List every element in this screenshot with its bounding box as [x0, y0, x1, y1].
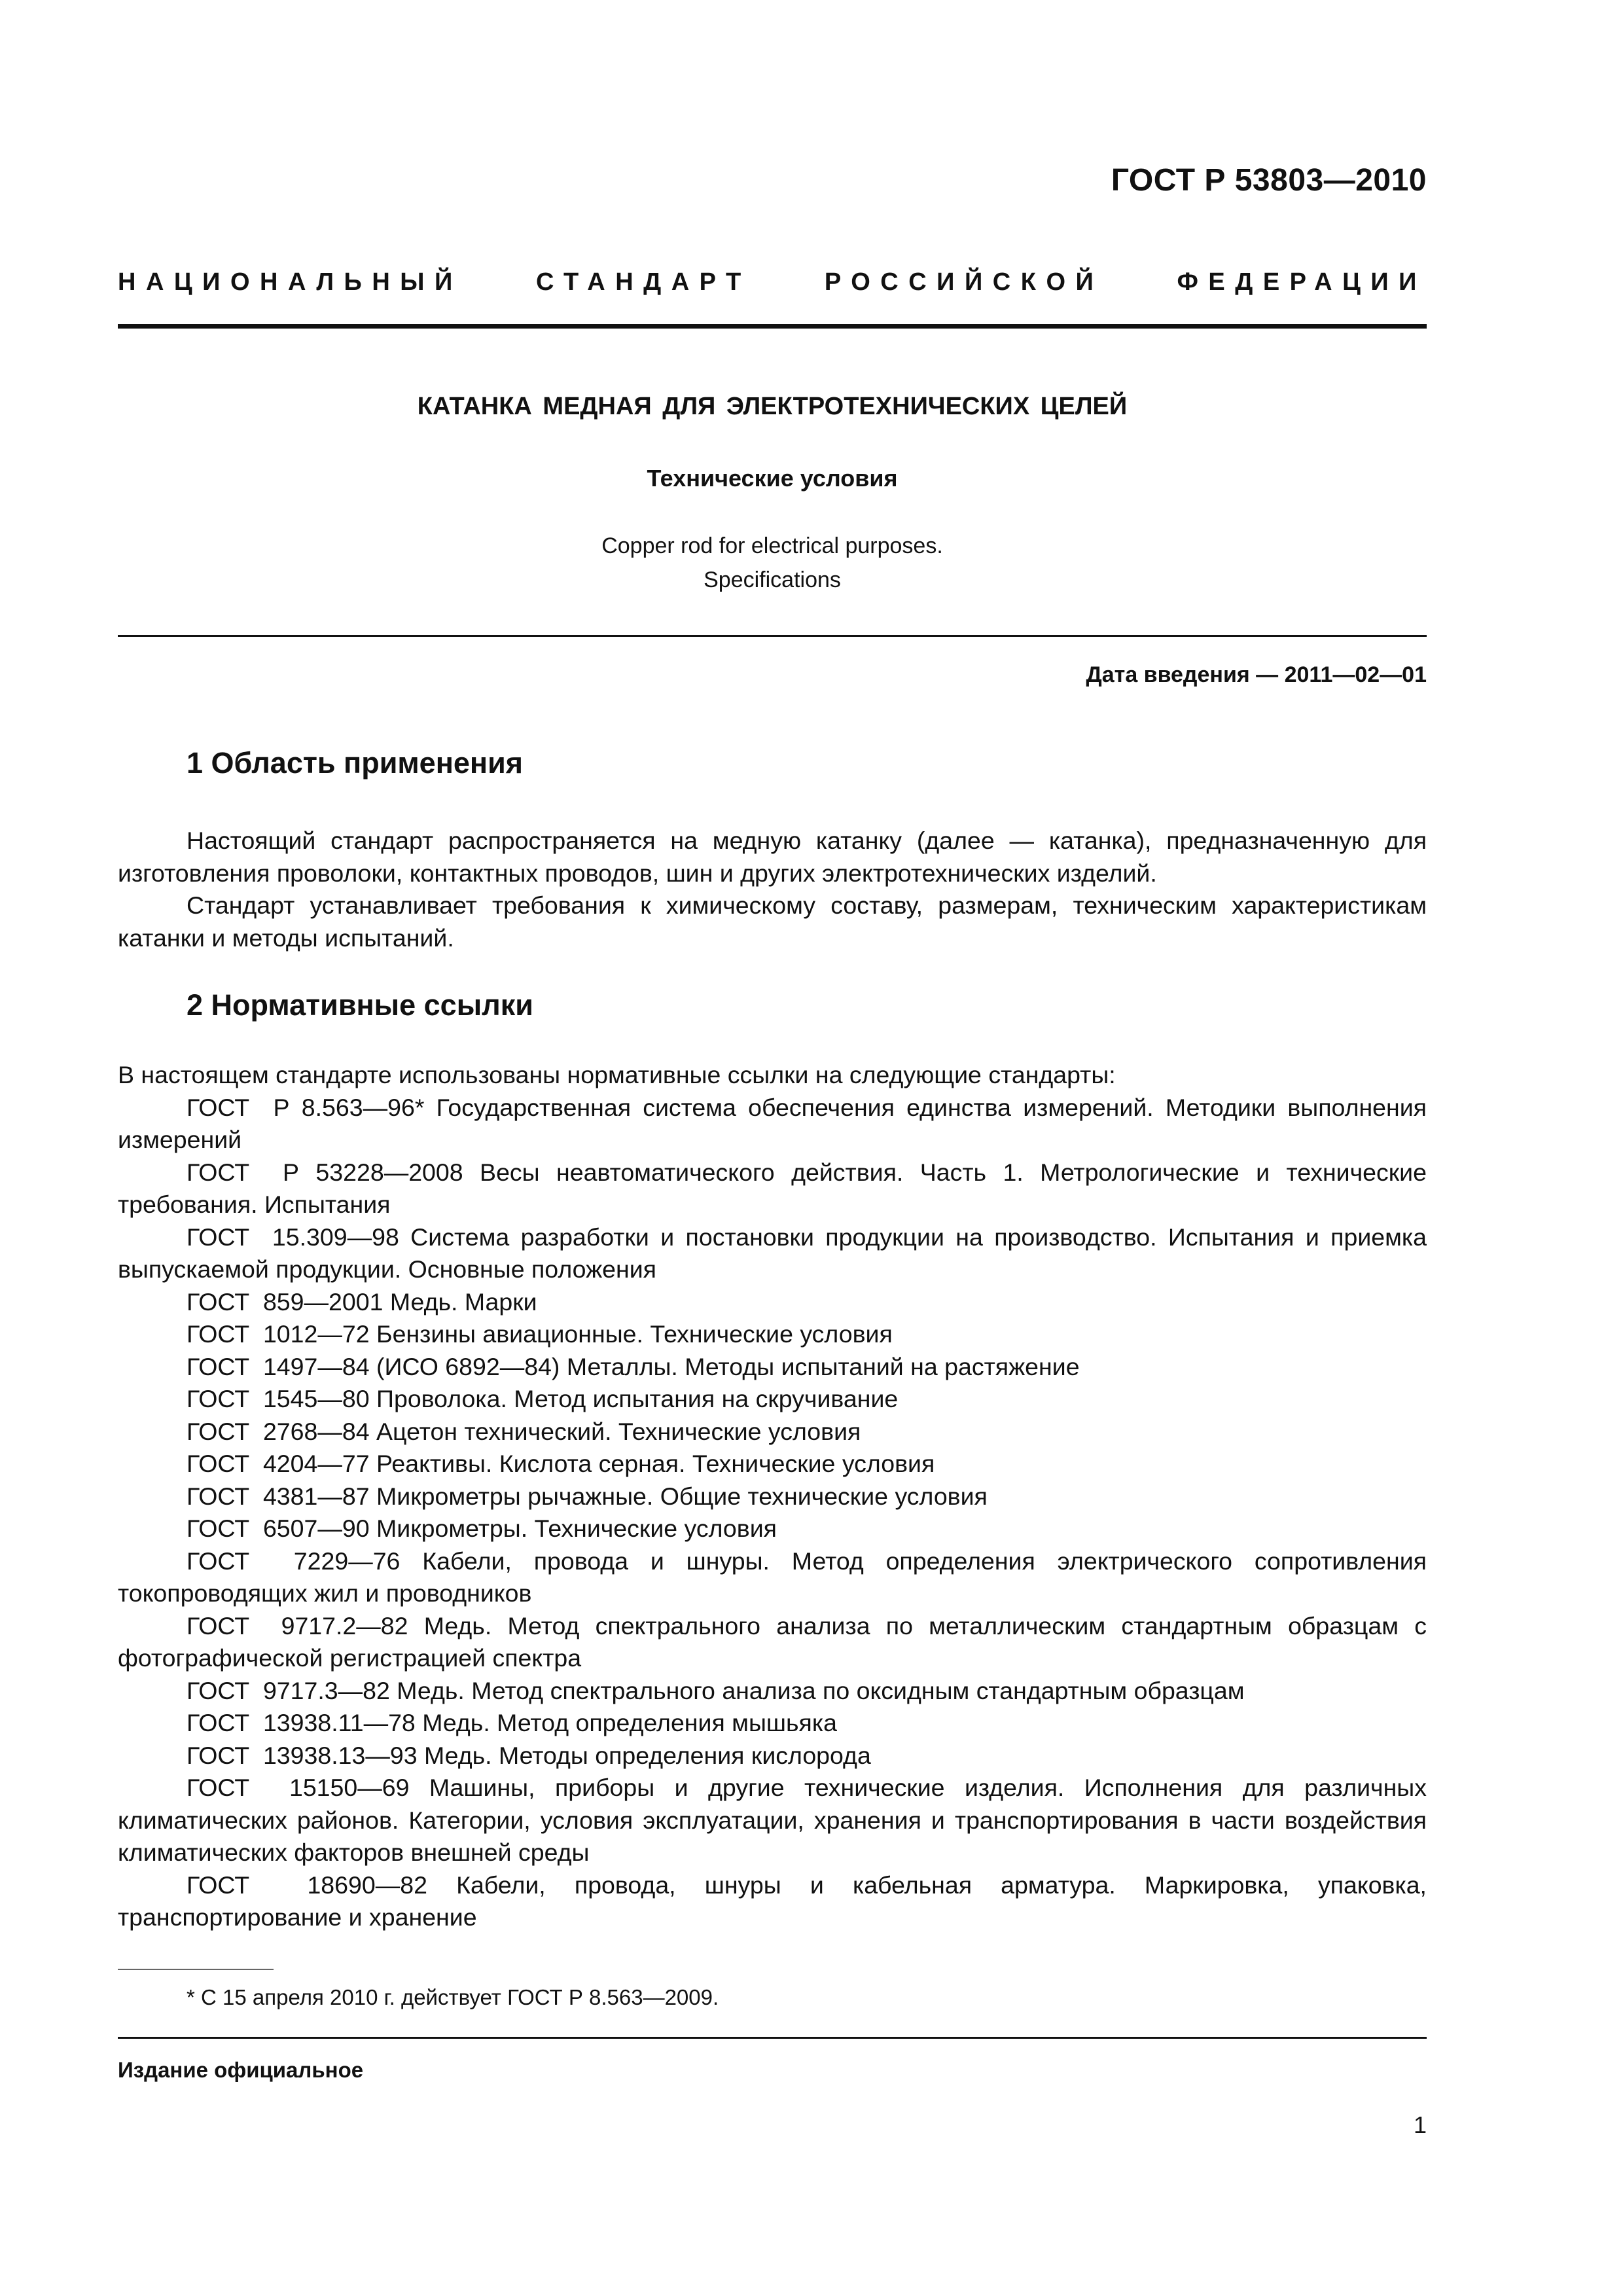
reference-code: ГОСТ 18690—82 [187, 1871, 427, 1899]
reference-title: Машины, приборы и другие технические изделия. Исполнения для различных климатических районов. Категории, условия эксплуатации, хранения и транспортирования в части воздействия климатических факторов внешней среды [118, 1774, 1427, 1866]
reference-item [118, 1416, 1427, 1448]
reference-item [118, 1545, 1427, 1610]
paragraph: Настоящий стандарт распространяется на медную катанку (далее — катанка), предназначенную для изготовления проволоки, контактных проводов, шин и других электротехнических изделий. [118, 827, 1427, 887]
reference-code: ГОСТ 9717.2—82 [187, 1611, 408, 1640]
reference-title: Медь. Метод спектрального анализа по оксидным стандартным образцам [389, 1676, 1245, 1704]
footnote: * С 15 апреля 2010 г. действует ГОСТ Р 8.563—2009. [187, 1985, 719, 2009]
reference-item [118, 1383, 1427, 1416]
reference-title: Реактивы. Кислота серная. Технические условия [369, 1450, 935, 1477]
reference-title: (ИСО 6892—84) Металлы. Методы испытаний на растяжение [369, 1352, 1080, 1380]
reference-title: Государственная система обеспечения единства измерений. Методики выполнения измерений [118, 1093, 1427, 1153]
title-divider [118, 635, 1427, 637]
reference-code: ГОСТ 7229—76 [187, 1547, 401, 1575]
reference-code: ГОСТ 1497—84 [187, 1352, 370, 1380]
section-references-body [118, 1059, 1427, 1934]
english-title [118, 529, 1427, 597]
reference-item [118, 1675, 1427, 1708]
reference-code: ГОСТ 15150—69 [187, 1774, 410, 1801]
reference-title: Микрометры. Технические условия [369, 1515, 777, 1542]
reference-item [118, 1448, 1427, 1480]
reference-item [118, 1221, 1427, 1286]
reference-item [118, 1157, 1427, 1221]
reference-code: ГОСТ 9717.3—82 [187, 1676, 390, 1704]
reference-code: ГОСТ 6507—90 [187, 1515, 370, 1542]
national-title-word: НАЦИОНАЛЬНЫЙ [118, 268, 463, 296]
reference-code: ГОСТ Р 53228—2008 [187, 1158, 463, 1186]
reference-title: Кабели, провода, шнуры и кабельная арматура. Маркировка, упаковка, транспортирование и хранение [118, 1871, 1427, 1931]
footer-divider [118, 2037, 1427, 2039]
reference-item [118, 1772, 1427, 1869]
national-title-word: РОССИЙСКОЙ [824, 268, 1104, 296]
reference-title: Система разработки и постановки продукции на производство. Испытания и приемка выпускаемой продукции. Основные положения [118, 1223, 1427, 1283]
reference-item [118, 1286, 1427, 1319]
document-code: ГОСТ Р 53803—2010 [1111, 163, 1427, 198]
reference-title: Кабели, провода и шнуры. Метод определения электрического сопротивления токопроводящих жил и проводников [118, 1547, 1427, 1607]
national-title-word: СТАНДАРТ [535, 268, 751, 296]
reference-title: Медь. Методы определения кислорода [417, 1741, 871, 1769]
english-title-line: Specifications [704, 567, 841, 592]
reference-title: Весы неавтоматического действия. Часть 1. Метрологические и технические требования. Испытания [118, 1158, 1427, 1218]
reference-code: ГОСТ 1012—72 [187, 1320, 370, 1348]
national-title-word: ФЕДЕРАЦИИ [1177, 268, 1427, 296]
page-number: 1 [1413, 2111, 1427, 2138]
reference-title: Медь. Метод спектрального анализа по металлическим стандартным образцам с фотографической регистрацией спектра [118, 1611, 1427, 1672]
reference-code: ГОСТ 13938.13—93 [187, 1741, 418, 1769]
english-title-line: Copper rod for electrical purposes. [601, 533, 943, 558]
reference-title: Медь. Марки [383, 1287, 537, 1316]
section-heading-scope: 1 Область применения [187, 746, 524, 780]
reference-item [118, 1740, 1427, 1772]
reference-code: ГОСТ 1545—80 [187, 1385, 370, 1412]
national-standard-title [118, 268, 1427, 296]
reference-title: Бензины авиационные. Технические условия [369, 1320, 893, 1348]
reference-code: ГОСТ 2768—84 [187, 1417, 370, 1445]
section-heading-references: 2 Нормативные ссылки [187, 988, 533, 1022]
reference-code: ГОСТ 4204—77 [187, 1450, 370, 1477]
reference-code: ГОСТ Р 8.563—96* [187, 1093, 425, 1121]
reference-item [118, 1513, 1427, 1545]
reference-code: ГОСТ 4381—87 [187, 1482, 370, 1510]
introduction-date: Дата введения — 2011—02—01 [1086, 662, 1427, 687]
reference-title: Медь. Метод определения мышьяка [415, 1709, 837, 1736]
reference-item [118, 1092, 1427, 1157]
reference-item [118, 1869, 1427, 1934]
reference-item [118, 1318, 1427, 1351]
standard-title: КАТАНКА МЕДНАЯ ДЛЯ ЭЛЕКТРОТЕХНИЧЕСКИХ ЦЕЛЕЙ [417, 393, 1128, 420]
reference-title: Ацетон технический. Технические условия [369, 1417, 861, 1445]
footnote-divider [118, 1969, 274, 1970]
paragraph: Стандарт устанавливает требования к химическому составу, размерам, техническим характеристикам катанки и методы испытаний. [118, 891, 1427, 952]
section-scope-body [118, 825, 1427, 954]
reference-item [118, 1610, 1427, 1675]
reference-title: Микрометры рычажные. Общие технические условия [369, 1482, 988, 1510]
official-edition-label: Издание официальное [118, 2058, 364, 2082]
references-intro: В настоящем стандарте использованы нормативные ссылки на следующие стандарты: [118, 1061, 1116, 1088]
reference-item [118, 1480, 1427, 1513]
header-divider [118, 324, 1427, 329]
reference-item [118, 1707, 1427, 1740]
standard-subtitle: Технические условия [647, 465, 898, 492]
reference-code: ГОСТ 13938.11—78 [187, 1709, 416, 1736]
reference-title: Проволока. Метод испытания на скручивание [369, 1385, 899, 1412]
reference-item [118, 1351, 1427, 1384]
reference-code: ГОСТ 15.309—98 [187, 1223, 399, 1251]
reference-code: ГОСТ 859—2001 [187, 1287, 383, 1316]
